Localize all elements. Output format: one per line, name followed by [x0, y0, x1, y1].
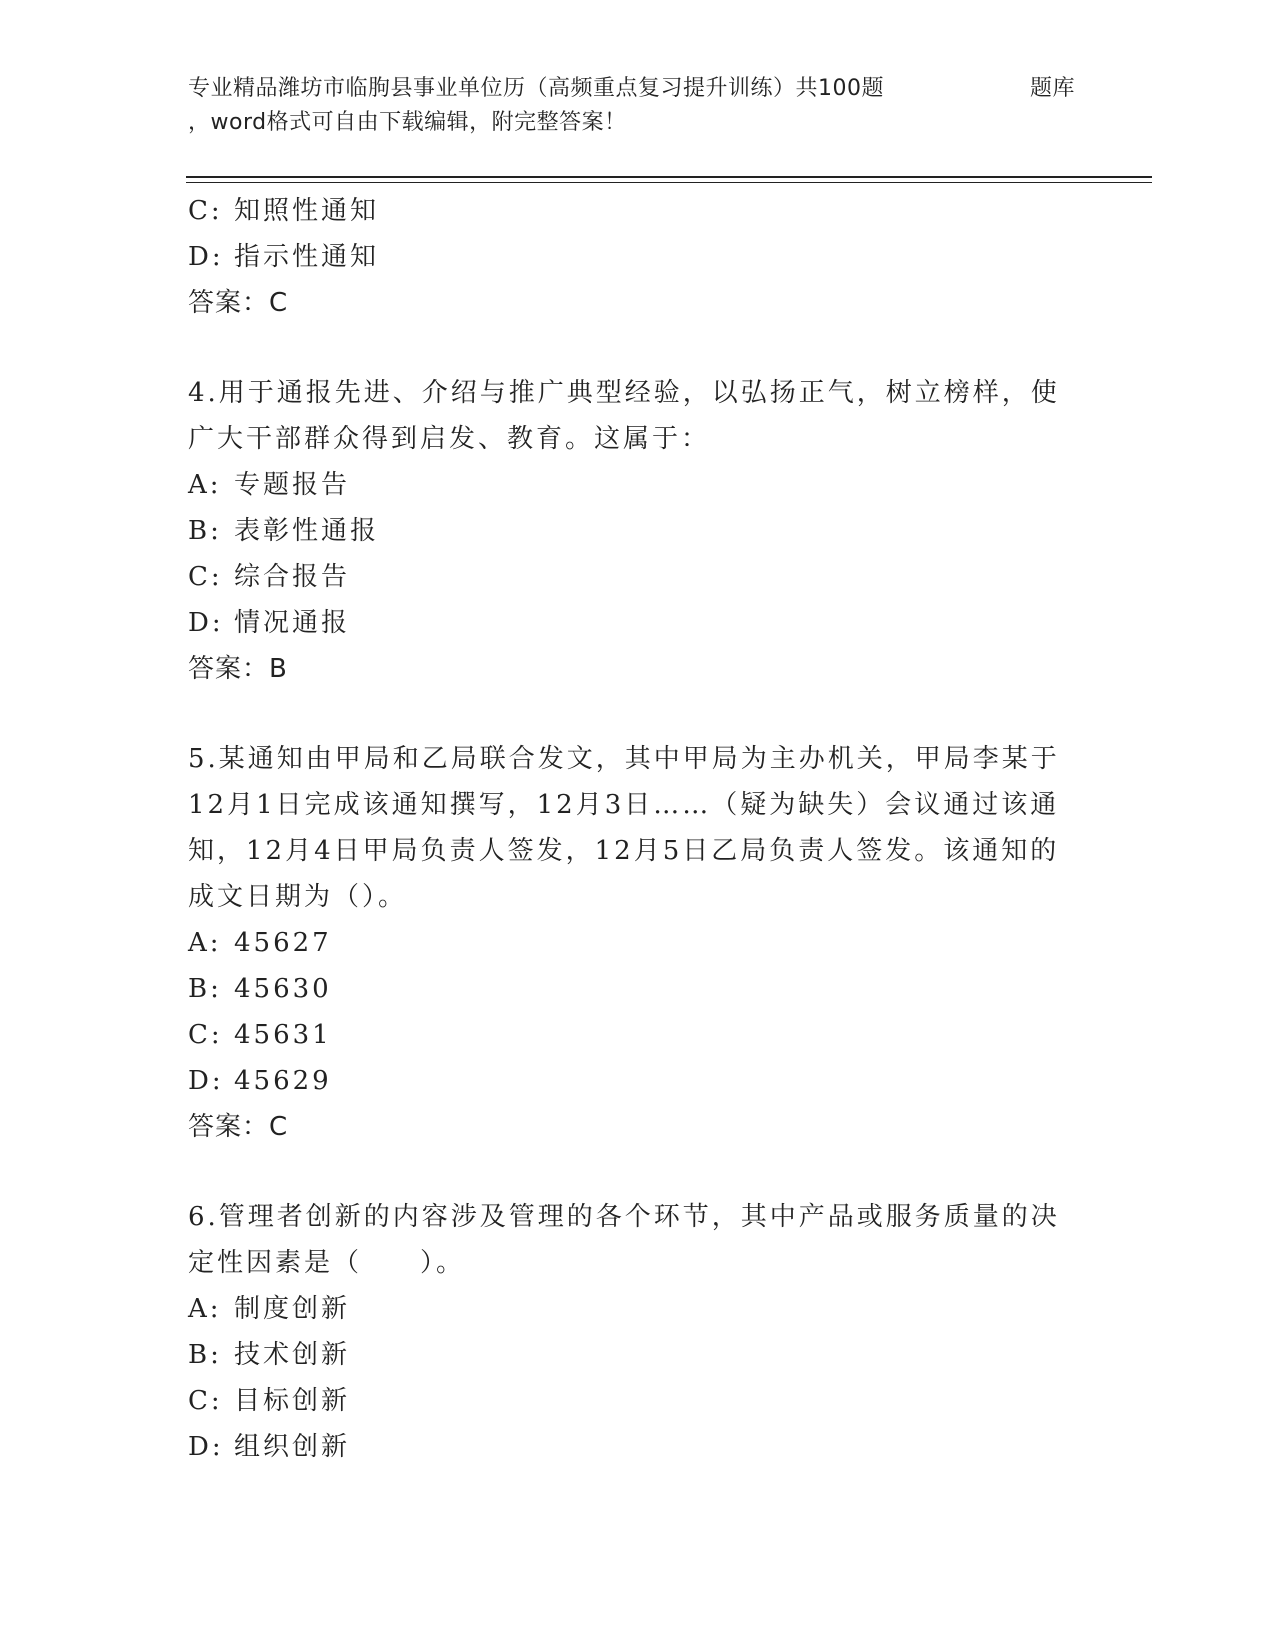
option-text: 组织创新 — [234, 1432, 351, 1462]
option-row — [188, 1332, 1088, 1378]
question-stem-line: 成文日期为（）。 — [188, 882, 408, 912]
option-text: 45631 — [234, 1020, 332, 1050]
question-3-tail — [188, 188, 1088, 326]
option-text: 专题报告 — [234, 470, 351, 500]
header-title-text: 专业精品潍坊市临朐县事业单位历（高频重点复习提升训练）共100题 — [188, 76, 884, 101]
option-row — [188, 1424, 1088, 1470]
option-text: 45627 — [234, 928, 332, 958]
question-stem-line: 知，12月4日甲局负责人签发，12月5日乙局负责人签发。该通知的 — [188, 836, 1060, 866]
option-letter: A: — [188, 928, 222, 958]
question-stem-line: 4.用于通报先进、介绍与推广典型经验，以弘扬正气，树立榜样，使 — [188, 378, 1060, 408]
spacer — [188, 692, 1088, 736]
option-text: 指示性通知 — [234, 242, 380, 272]
option-text: 45629 — [234, 1066, 332, 1096]
option-text: 目标创新 — [234, 1386, 351, 1416]
option-row — [188, 1058, 1088, 1104]
option-text: 45630 — [234, 974, 332, 1004]
option-letter: B: — [188, 516, 222, 546]
option-row — [188, 920, 1088, 966]
document-header — [188, 72, 1088, 140]
header-divider-thin — [186, 182, 1152, 183]
option-row — [188, 1012, 1088, 1058]
option-letter: C: — [188, 1020, 223, 1050]
header-divider-thick — [186, 176, 1152, 178]
answer-line: 答案：B — [188, 654, 288, 684]
option-text: 技术创新 — [234, 1340, 351, 1370]
option-letter: C: — [188, 562, 223, 592]
option-row — [188, 462, 1088, 508]
option-text: 表彰性通报 — [234, 516, 380, 546]
header-title-line1 — [188, 72, 1088, 106]
option-text: 综合报告 — [234, 562, 351, 592]
question-5 — [188, 736, 1088, 1150]
option-letter: B: — [188, 974, 222, 1004]
option-text: 制度创新 — [234, 1294, 351, 1324]
option-letter: D: — [188, 608, 224, 638]
option-row — [188, 508, 1088, 554]
spacer — [188, 326, 1088, 370]
option-letter: D: — [188, 242, 224, 272]
option-letter: D: — [188, 1432, 224, 1462]
option-text: 知照性通知 — [234, 196, 380, 226]
header-title-line2: ，word格式可自由下载编辑，附完整答案！ — [188, 110, 627, 135]
question-stem-line: 6.管理者创新的内容涉及管理的各个环节，其中产品或服务质量的决 — [188, 1202, 1060, 1232]
option-row — [188, 966, 1088, 1012]
question-stem-line: 定性因素是（ ）。 — [188, 1248, 466, 1278]
option-text: 情况通报 — [234, 608, 351, 638]
header-tag: 题库 — [1030, 76, 1076, 101]
option-letter: A: — [188, 470, 222, 500]
option-row — [188, 188, 1088, 234]
question-4 — [188, 370, 1088, 692]
option-row — [188, 1286, 1088, 1332]
option-letter: A: — [188, 1294, 222, 1324]
answer-line: 答案：C — [188, 288, 289, 318]
answer-line: 答案：C — [188, 1112, 289, 1142]
option-letter: B: — [188, 1340, 222, 1370]
question-stem-line: 5.某通知由甲局和乙局联合发文，其中甲局为主办机关，甲局李某于 — [188, 744, 1060, 774]
question-stem-line: 12月1日完成该通知撰写，12月3日……（疑为缺失）会议通过该通 — [188, 790, 1060, 820]
question-6 — [188, 1194, 1088, 1470]
question-stem-line: 广大干部群众得到启发、教育。这属于： — [188, 424, 711, 454]
spacer — [188, 1150, 1088, 1194]
question-content — [188, 188, 1088, 1470]
option-letter: C: — [188, 1386, 223, 1416]
option-row — [188, 1378, 1088, 1424]
option-row — [188, 600, 1088, 646]
option-letter: C: — [188, 196, 223, 226]
option-row — [188, 554, 1088, 600]
option-letter: D: — [188, 1066, 224, 1096]
option-row — [188, 234, 1088, 280]
